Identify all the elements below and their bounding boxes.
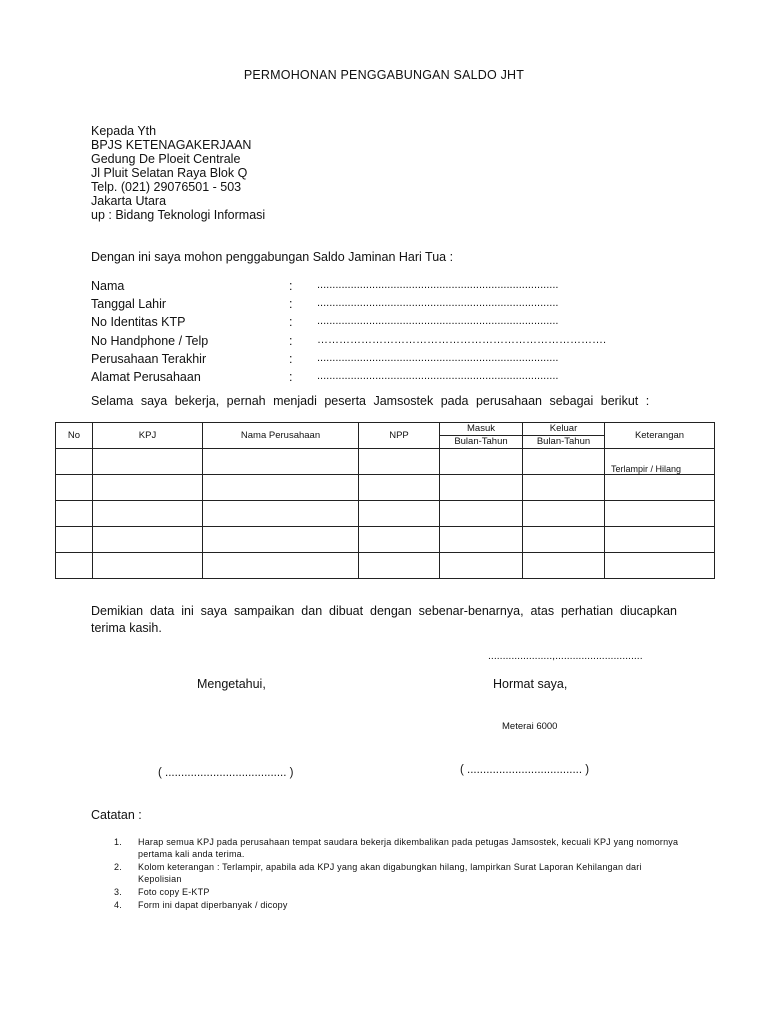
field-colon: : [289,351,293,366]
attention-line: up : Bidang Teknologi Informasi [91,208,266,222]
note-number: 1. [114,837,122,847]
table-cell[interactable] [203,475,359,501]
recipient-line: Gedung De Ploeit Centrale [91,152,241,166]
table-row [56,449,715,475]
recipient-address [91,124,251,208]
field-row-no-handphone [91,334,651,352]
table-cell[interactable] [359,527,440,553]
header-npp: NPP [359,423,440,449]
note-item [114,861,679,885]
table-cell[interactable] [56,527,93,553]
table-cell[interactable] [440,527,523,553]
field-fill-line[interactable]: ……………………………………………………………………. [317,333,607,346]
table-cell[interactable] [605,501,715,527]
header-no: No [56,423,93,449]
header-keterangan: Keterangan [605,423,715,449]
note-text: Form ini dapat diperbanyak / dicopy [138,900,288,910]
note-text: Foto copy E-KTP [138,887,210,897]
hormat-saya-label: Hormat saya, [493,677,568,691]
recipient-line: BPJS KETENAGAKERJAAN [91,138,252,152]
field-label: No Identitas KTP [91,315,186,330]
table-row [56,553,715,579]
table-cell[interactable] [203,527,359,553]
table-cell[interactable] [56,449,93,475]
applicant-fields [91,279,651,388]
intro-text: Dengan ini saya mohon penggabungan Saldo Jaminan Hari Tua : [91,250,454,264]
table-cell[interactable] [440,553,523,579]
field-label: Nama [91,279,125,293]
header-keluar-label: Keluar [549,423,578,434]
recipient-line: Jakarta Utara [91,194,167,208]
field-row-no-identitas [91,315,651,333]
table-cell[interactable] [523,501,605,527]
table-row [56,475,715,501]
table-cell[interactable] [93,501,203,527]
table-cell[interactable] [93,475,203,501]
keterangan-cell[interactable] [605,449,715,475]
note-text: Harap semua KPJ pada perusahaan tempat saudara bekerja dikembalikan pada petugas Jamsostek, kecuali KPJ yang nomornya pertama kali anda terima. [138,837,679,859]
table-header-row [56,423,715,449]
header-nama-perusahaan: Nama Perusahaan [203,423,359,449]
field-fill-line[interactable]: ............................................................................... [317,351,559,364]
table-cell[interactable] [93,449,203,475]
field-fill-line[interactable]: ............................................................................... [317,279,559,291]
note-number: 3. [114,887,122,897]
table-cell[interactable] [523,475,605,501]
table-cell[interactable] [605,553,715,579]
table-cell[interactable] [203,553,359,579]
employment-intro: Selama saya bekerja, pernah menjadi peserta Jamsostek pada perusahaan sebagai berikut : [91,394,650,408]
field-label: Perusahaan Terakhir [91,351,207,366]
table-cell[interactable] [56,553,93,579]
field-colon: : [289,279,293,293]
table-cell[interactable] [359,553,440,579]
header-masuk-sub: Bulan-Tahun [440,435,522,448]
field-label: No Handphone / Telp [91,333,209,348]
note-number: 4. [114,900,122,910]
header-keluar-sub: Bulan-Tahun [523,435,604,448]
field-fill-line[interactable]: ............................................................................... [317,297,559,310]
catatan-title: Catatan : [91,808,142,822]
field-row-perusahaan-terakhir [91,352,651,370]
table-cell[interactable] [93,527,203,553]
recipient-line: Telp. (021) 29076501 - 503 [91,180,242,194]
table-cell[interactable] [523,527,605,553]
table-cell[interactable] [605,527,715,553]
header-masuk-label: Masuk [467,423,495,434]
field-colon: : [289,369,293,384]
field-colon: : [289,297,293,312]
employment-table [55,422,715,579]
table-cell[interactable] [440,501,523,527]
note-item [114,836,679,860]
table-cell[interactable] [93,553,203,579]
table-cell[interactable] [605,475,715,501]
place-date-line[interactable]: ......................,.............................. [488,650,643,662]
table-row [56,527,715,553]
table-cell[interactable] [56,501,93,527]
field-fill-line[interactable]: ............................................................................... [317,315,559,328]
note-item [114,886,679,898]
field-label: Alamat Perusahaan [91,369,201,384]
closing-statement: Demikian data ini saya sampaikan dan dibuat dengan sebenar-benarnya, atas perhatian diucapkan terima kasih. [91,604,677,635]
mengetahui-label: Mengetahui, [197,677,266,691]
note-item [114,899,679,911]
table-cell[interactable] [56,475,93,501]
header-kpj: KPJ [93,423,203,449]
field-fill-line[interactable]: ............................................................................... [317,369,559,382]
signature-right[interactable]: ( .................................... ) [460,764,590,776]
field-row-tanggal-lahir [91,297,651,315]
table-row [56,501,715,527]
note-number: 2. [114,862,122,872]
field-row-alamat-perusahaan [91,370,651,388]
recipient-line: Jl Pluit Selatan Raya Blok Q [91,166,248,180]
header-masuk [440,423,523,449]
document-title: PERMOHONAN PENGGABUNGAN SALDO JHT [243,68,525,82]
table-cell[interactable] [203,501,359,527]
note-text: Kolom keterangan : Terlampir, apabila ada KPJ yang akan digabungkan hilang, lampirkan Surat Laporan Kehilangan dari Kepolisian [138,862,642,884]
notes-list [114,836,679,912]
field-label: Tanggal Lahir [91,297,167,312]
table-cell[interactable] [440,449,523,475]
recipient-line: Kepada Yth [91,124,157,138]
table-cell[interactable] [523,553,605,579]
meterai-label: Meterai 6000 [502,721,558,732]
table-cell[interactable] [359,475,440,501]
table-cell[interactable] [359,501,440,527]
table-cell[interactable] [523,449,605,475]
signature-left[interactable]: ( ...................................... ) [158,767,294,779]
table-cell[interactable] [203,449,359,475]
field-colon: : [289,315,293,330]
field-row-nama [91,279,651,297]
table-cell[interactable] [440,475,523,501]
field-colon: : [289,333,293,348]
table-cell[interactable] [359,449,440,475]
keterangan-note: Terlampir / Hilang [611,464,682,474]
header-keluar [523,423,605,449]
